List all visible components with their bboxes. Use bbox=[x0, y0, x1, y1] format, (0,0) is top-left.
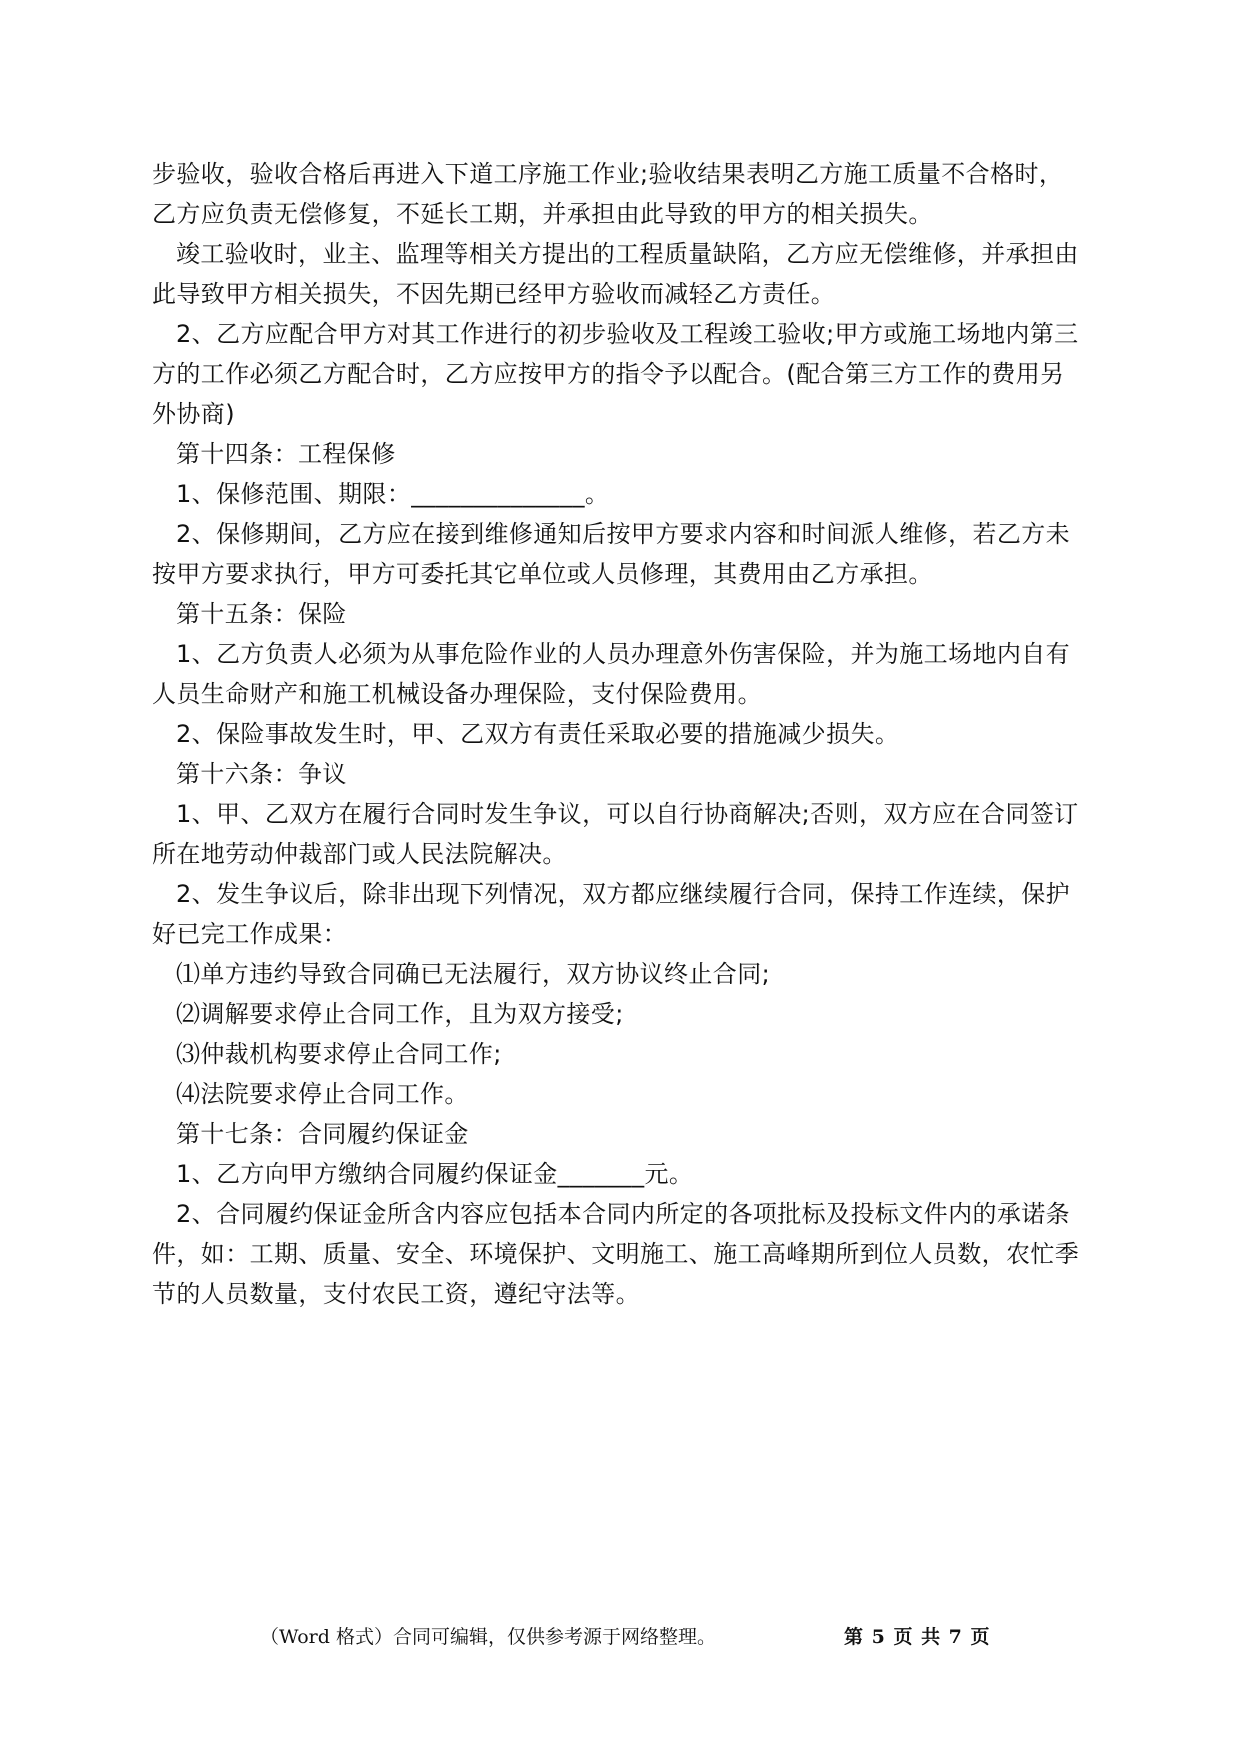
text-line: 2、发生争议后，除非出现下列情况，双方都应继续履行合同，保持工作连续，保护 bbox=[176, 880, 1071, 908]
section-heading: 第十七条：合同履约保证金 bbox=[176, 1120, 469, 1148]
footer-note: （Word 格式）合同可编辑，仅供参考源于网络整理。 bbox=[260, 1626, 716, 1648]
text-line: 1、保修范围、期限：______________。 bbox=[176, 480, 610, 508]
text-line: 好已完工作成果： bbox=[152, 920, 348, 948]
text-line: 节的人员数量，支付农民工资，遵纪守法等。 bbox=[152, 1280, 640, 1308]
text-line: 乙方应负责无偿修复，不延长工期，并承担由此导致的甲方的相关损失。 bbox=[152, 200, 933, 228]
text-line: 1、乙方向甲方缴纳合同履约保证金_______元。 bbox=[176, 1160, 694, 1188]
text-line: 1、乙方负责人必须为从事危险作业的人员办理意外伤害保险，并为施工场地内自有 bbox=[176, 640, 1071, 668]
text-line: 方的工作必须乙方配合时，乙方应按甲方的指令予以配合。(配合第三方工作的费用另 bbox=[152, 360, 1065, 388]
text-line: 件，如：工期、质量、安全、环境保护、文明施工、施工高峰期所到位人员数，农忙季 bbox=[152, 1240, 1080, 1268]
text-line: 竣工验收时，业主、监理等相关方提出的工程质量缺陷，乙方应无偿维修，并承担由 bbox=[176, 240, 1079, 268]
section-heading: 第十四条：工程保修 bbox=[176, 440, 396, 468]
text-line: 2、保险事故发生时，甲、乙双方有责任采取必要的措施减少损失。 bbox=[176, 720, 900, 748]
text-line: 此导致甲方相关损失，不因先期已经甲方验收而减轻乙方责任。 bbox=[152, 280, 836, 308]
text-line: 人员生命财产和施工机械设备办理保险，支付保险费用。 bbox=[152, 680, 762, 708]
text-line: 1、甲、乙双方在履行合同时发生争议，可以自行协商解决;否则，双方应在合同签订 bbox=[176, 800, 1079, 828]
list-item: ⑴单方违约导致合同确已无法履行，双方协议终止合同; bbox=[176, 960, 771, 988]
section-heading: 第十六条：争议 bbox=[176, 760, 347, 788]
list-item: ⑷法院要求停止合同工作。 bbox=[176, 1080, 469, 1108]
document-body bbox=[152, 154, 1092, 1314]
text-line: 2、合同履约保证金所含内容应包括本合同内所定的各项批标及投标文件内的承诺条 bbox=[176, 1200, 1071, 1228]
text-line: 2、保修期间，乙方应在接到维修通知后按甲方要求内容和时间派人维修，若乙方未 bbox=[176, 520, 1071, 548]
list-item: ⑶仲裁机构要求停止合同工作; bbox=[176, 1040, 502, 1068]
list-item: ⑵调解要求停止合同工作，且为双方接受; bbox=[176, 1000, 624, 1028]
text-line: 外协商) bbox=[152, 400, 235, 428]
page-number: 第 5 页 共 7 页 bbox=[844, 1626, 991, 1648]
text-line: 所在地劳动仲裁部门或人民法院解决。 bbox=[152, 840, 567, 868]
text-line: 步验收，验收合格后再进入下道工序施工作业;验收结果表明乙方施工质量不合格时， bbox=[152, 160, 1064, 188]
section-heading: 第十五条：保险 bbox=[176, 600, 347, 628]
text-line: 2、乙方应配合甲方对其工作进行的初步验收及工程竣工验收;甲方或施工场地内第三 bbox=[176, 320, 1079, 348]
text-line: 按甲方要求执行，甲方可委托其它单位或人员修理，其费用由乙方承担。 bbox=[152, 560, 933, 588]
